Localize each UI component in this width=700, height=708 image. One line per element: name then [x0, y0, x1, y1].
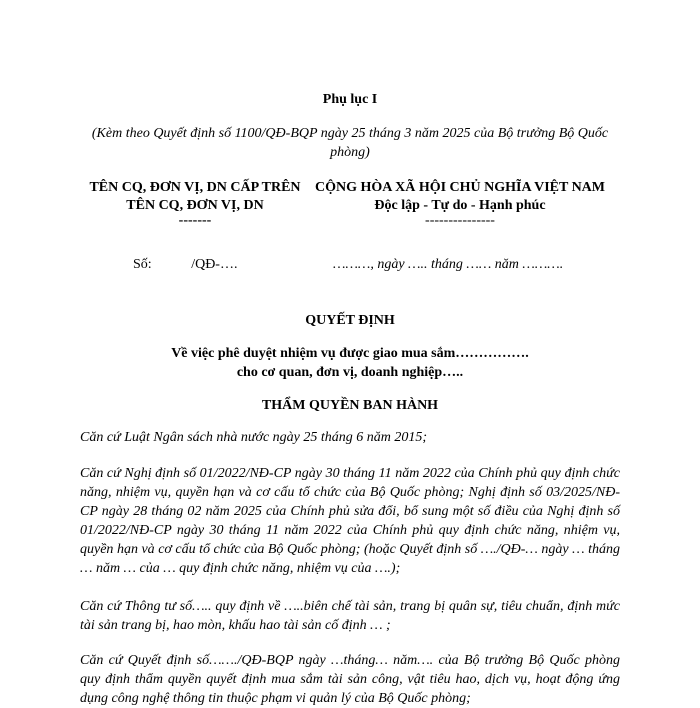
legal-basis-paragraph: Căn cứ Luật Ngân sách nhà nước ngày 25 tháng 6 năm 2015;	[80, 430, 428, 445]
document-number-line	[133, 257, 237, 273]
document-number-label: Số:	[133, 257, 152, 272]
appendix-title: Phụ lục I	[322, 92, 378, 107]
motto-rule: ---------------	[425, 213, 495, 228]
issuing-agency-block	[80, 179, 310, 227]
legal-basis-paragraph: Căn cứ Nghị định số 01/2022/NĐ-CP ngày 30 tháng 11 năm 2022 của Chính phủ quy định chức năng, nhiệm vụ, quyền hạn và cơ cấu tổ chức của Bộ Quốc phòng; Nghị định số 03/2025/NĐ-CP ngày 28 tháng 02 năm 2025 của Chính phủ sửa đổi, bổ sung một số điều của Nghị định số 01/2022/NĐ-CP ngày 30 tháng 11 năm 2022 của Chính phủ quy định chức năng, nhiệm vụ, quyền hạn và cơ cấu tổ chức của Bộ Quốc phòng; (hoặc Quyết định số …./QĐ-… ngày … tháng … năm … của … quy định chức năng, nhiệm vụ của ….);	[80, 466, 620, 576]
legal-basis-paragraph: Căn cứ Thông tư số….. quy định về …..biên chế tài sản, trang bị quân sự, tiêu chuẩn, định mức tài sản trang bị, hao mòn, khấu hao tài sản cố định … ;	[80, 599, 620, 633]
motto: Độc lập - Tự do - Hạnh phúc	[374, 198, 546, 213]
place-date-line: ………, ngày ….. tháng …… năm ……….	[333, 257, 564, 272]
agency-rule: -------	[178, 213, 212, 228]
national-motto-block	[300, 179, 620, 227]
document-number-value: /QĐ-….	[191, 257, 238, 272]
subject-line-1: Về việc phê duyệt nhiệm vụ được giao mua sắm…………….	[171, 346, 529, 361]
agency-name: TÊN CQ, ĐƠN VỊ, DN	[126, 198, 264, 213]
legal-basis-paragraph: Căn cứ Quyết định số……./QĐ-BQP ngày …tháng… năm…. của Bộ trưởng Bộ Quốc phòng quy định thẩm quyền quyết định mua sắm tài sản công, vật tiêu hao, dịch vụ, hoạt động ứng dụng công nghệ thông tin thuộc phạm vi quản lý của Bộ Quốc phòng;	[80, 653, 620, 706]
subject-line-2: cho cơ quan, đơn vị, doanh nghiệp…..	[236, 365, 464, 380]
issuing-authority: THẨM QUYỀN BAN HÀNH	[261, 398, 439, 413]
attachment-note: (Kèm theo Quyết định số 1100/QĐ-BQP ngày 25 tháng 3 năm 2025 của Bộ trưởng Bộ Quốc phòng)	[91, 126, 609, 160]
decision-subject	[100, 344, 600, 382]
country-name: CỘNG HÒA XÃ HỘI CHỦ NGHĨA VIỆT NAM	[314, 180, 605, 195]
decision-title: QUYẾT ĐỊNH	[305, 313, 395, 328]
parent-agency-name: TÊN CQ, ĐƠN VỊ, DN CẤP TRÊN	[89, 180, 301, 195]
